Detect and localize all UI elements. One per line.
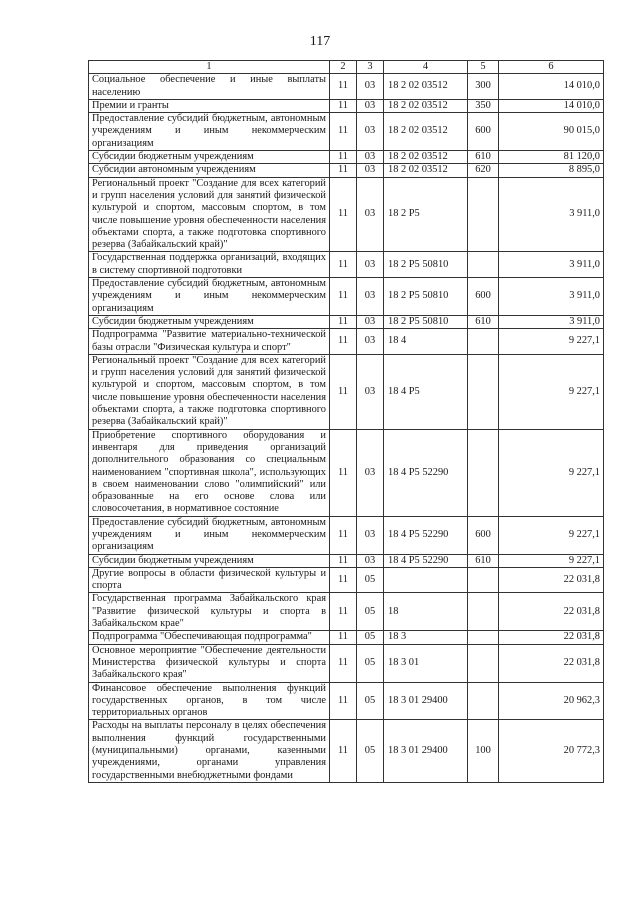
- table-row: [89, 720, 604, 782]
- amount-cell: 9 227,1: [499, 554, 604, 567]
- target-code-cell: 18 2 02 03512: [384, 74, 468, 100]
- target-code-cell: 18 2 P5 50810: [384, 278, 468, 316]
- subsection-cell: 05: [357, 593, 384, 631]
- subsection-cell: 05: [357, 644, 384, 682]
- target-code-cell: 18 3 01: [384, 644, 468, 682]
- target-code-cell: 18 3: [384, 631, 468, 644]
- target-code-cell: 18 4 P5: [384, 354, 468, 429]
- section-cell: 11: [330, 113, 357, 151]
- row-name-cell: Основное мероприятие "Обеспечение деятельности Министерства физической культуры и спорта Забайкальского края": [89, 644, 330, 682]
- expense-type-cell: [468, 567, 499, 593]
- subsection-cell: 05: [357, 567, 384, 593]
- amount-cell: 22 031,8: [499, 567, 604, 593]
- target-code-cell: 18 2 02 03512: [384, 151, 468, 164]
- subsection-cell: 03: [357, 177, 384, 252]
- subsection-cell: 03: [357, 354, 384, 429]
- table-row: [89, 631, 604, 644]
- row-name-cell: Социальное обеспечение и иные выплаты населению: [89, 74, 330, 100]
- section-cell: 11: [330, 516, 357, 554]
- subsection-cell: 03: [357, 252, 384, 278]
- expense-type-cell: 600: [468, 113, 499, 151]
- row-name-cell: Предоставление субсидий бюджетным, автономным учреждениям и иным некоммерческим организациям: [89, 113, 330, 151]
- section-cell: 11: [330, 74, 357, 100]
- section-cell: 11: [330, 567, 357, 593]
- row-name-cell: Субсидии бюджетным учреждениям: [89, 315, 330, 328]
- amount-cell: 3 911,0: [499, 315, 604, 328]
- section-cell: 11: [330, 99, 357, 112]
- section-cell: 11: [330, 631, 357, 644]
- table-row: [89, 99, 604, 112]
- expense-type-cell: [468, 429, 499, 516]
- subsection-cell: 03: [357, 516, 384, 554]
- amount-cell: 9 227,1: [499, 354, 604, 429]
- expense-type-cell: [468, 644, 499, 682]
- section-cell: 11: [330, 720, 357, 782]
- expense-type-cell: 100: [468, 720, 499, 782]
- row-name-cell: Другие вопросы в области физической культуры и спорта: [89, 567, 330, 593]
- section-cell: 11: [330, 682, 357, 720]
- row-name-cell: Расходы на выплаты персоналу в целях обеспечения выполнения функций государственными (муниципальными) органами, казенными учреждениями, органами управления государственными внебюджетными фондами: [89, 720, 330, 782]
- target-code-cell: 18 4: [384, 329, 468, 355]
- row-name-cell: Государственная поддержка организаций, входящих в систему спортивной подготовки: [89, 252, 330, 278]
- expense-type-cell: [468, 329, 499, 355]
- row-name-cell: Государственная программа Забайкальского края "Развитие физической культуры и спорта в Забайкальском крае": [89, 593, 330, 631]
- subsection-cell: 03: [357, 99, 384, 112]
- amount-cell: 22 031,8: [499, 631, 604, 644]
- table-row: [89, 164, 604, 177]
- target-code-cell: 18 2 P5: [384, 177, 468, 252]
- target-code-cell: 18 2 02 03512: [384, 164, 468, 177]
- section-cell: 11: [330, 354, 357, 429]
- page-number: 117: [309, 34, 331, 49]
- subsection-cell: 03: [357, 429, 384, 516]
- table-row: [89, 278, 604, 316]
- section-cell: 11: [330, 278, 357, 316]
- expense-type-cell: 350: [468, 99, 499, 112]
- table-row: [89, 177, 604, 252]
- expense-type-cell: 600: [468, 278, 499, 316]
- expense-type-cell: [468, 354, 499, 429]
- amount-cell: 9 227,1: [499, 516, 604, 554]
- amount-cell: 14 010,0: [499, 99, 604, 112]
- expense-type-cell: [468, 252, 499, 278]
- table-row: [89, 682, 604, 720]
- row-name-cell: Премии и гранты: [89, 99, 330, 112]
- target-code-cell: 18 3 01 29400: [384, 720, 468, 782]
- expense-type-cell: 610: [468, 315, 499, 328]
- row-name-cell: Субсидии автономным учреждениям: [89, 164, 330, 177]
- expense-type-cell: 610: [468, 554, 499, 567]
- table-row: [89, 74, 604, 100]
- table-row: [89, 593, 604, 631]
- subsection-cell: 03: [357, 554, 384, 567]
- subsection-cell: 03: [357, 113, 384, 151]
- target-code-cell: 18 2 02 03512: [384, 99, 468, 112]
- target-code-cell: 18 2 P5 50810: [384, 252, 468, 278]
- expense-type-cell: [468, 177, 499, 252]
- section-cell: 11: [330, 644, 357, 682]
- subsection-cell: 05: [357, 631, 384, 644]
- row-name-cell: Подпрограмма "Развитие материально-технической базы отрасли "Физическая культура и спорт": [89, 329, 330, 355]
- amount-cell: 81 120,0: [499, 151, 604, 164]
- target-code-cell: 18: [384, 593, 468, 631]
- section-cell: 11: [330, 429, 357, 516]
- subsection-cell: 05: [357, 682, 384, 720]
- header-cell: 5: [468, 61, 499, 74]
- target-code-cell: 18 2 P5 50810: [384, 315, 468, 328]
- row-name-cell: Субсидии бюджетным учреждениям: [89, 554, 330, 567]
- amount-cell: 22 031,8: [499, 593, 604, 631]
- row-name-cell: Приобретение спортивного оборудования и инвентаря для приведения организаций дополнительного образования со специальным наименованием "спортивная школа", использующих в своем наименовании слово "олимпийский" или образованные на его основе слова или словосочетания, в нормативное состояние: [89, 429, 330, 516]
- table-row: [89, 516, 604, 554]
- expense-type-cell: 600: [468, 516, 499, 554]
- header-cell: 1: [89, 61, 330, 74]
- row-name-cell: Подпрограмма "Обеспечивающая подпрограмма": [89, 631, 330, 644]
- subsection-cell: 03: [357, 74, 384, 100]
- expense-type-cell: 300: [468, 74, 499, 100]
- section-cell: 11: [330, 554, 357, 567]
- amount-cell: 9 227,1: [499, 429, 604, 516]
- table-header-row: [89, 61, 604, 74]
- section-cell: 11: [330, 593, 357, 631]
- target-code-cell: 18 4 P5 52290: [384, 429, 468, 516]
- table-row: [89, 329, 604, 355]
- table-row: [89, 567, 604, 593]
- subsection-cell: 03: [357, 151, 384, 164]
- target-code-cell: 18 4 P5 52290: [384, 554, 468, 567]
- subsection-cell: 05: [357, 720, 384, 782]
- header-cell: 2: [330, 61, 357, 74]
- amount-cell: 9 227,1: [499, 329, 604, 355]
- amount-cell: 3 911,0: [499, 177, 604, 252]
- section-cell: 11: [330, 315, 357, 328]
- amount-cell: 8 895,0: [499, 164, 604, 177]
- target-code-cell: 18 4 P5 52290: [384, 516, 468, 554]
- subsection-cell: 03: [357, 315, 384, 328]
- amount-cell: 3 911,0: [499, 252, 604, 278]
- row-name-cell: Региональный проект "Создание для всех категорий и групп населения условий для занятий физической культурой и спортом, массовым спортом, в том числе повышение уровня обеспеченности населения объектами спорта, а также подготовка спортивного резерва (Забайкальский край)": [89, 354, 330, 429]
- expense-type-cell: 610: [468, 151, 499, 164]
- amount-cell: 3 911,0: [499, 278, 604, 316]
- expense-type-cell: 620: [468, 164, 499, 177]
- budget-table: [88, 60, 604, 783]
- table-row: [89, 554, 604, 567]
- row-name-cell: Предоставление субсидий бюджетным, автономным учреждениям и иным некоммерческим организациям: [89, 278, 330, 316]
- amount-cell: 20 772,3: [499, 720, 604, 782]
- section-cell: 11: [330, 151, 357, 164]
- amount-cell: 22 031,8: [499, 644, 604, 682]
- expense-type-cell: [468, 593, 499, 631]
- subsection-cell: 03: [357, 164, 384, 177]
- amount-cell: 14 010,0: [499, 74, 604, 100]
- table-row: [89, 252, 604, 278]
- row-name-cell: Субсидии бюджетным учреждениям: [89, 151, 330, 164]
- expense-type-cell: [468, 631, 499, 644]
- expense-type-cell: [468, 682, 499, 720]
- subsection-cell: 03: [357, 278, 384, 316]
- section-cell: 11: [330, 164, 357, 177]
- table-row: [89, 113, 604, 151]
- table-row: [89, 644, 604, 682]
- target-code-cell: 18 2 02 03512: [384, 113, 468, 151]
- row-name-cell: Региональный проект "Создание для всех категорий и групп населения условий для занятий физической культурой и спортом, массовым спортом, в том числе повышение уровня обеспеченности населения объектами спорта, а также подготовка спортивного резерва (Забайкальский край)": [89, 177, 330, 252]
- table-row: [89, 315, 604, 328]
- table-row: [89, 429, 604, 516]
- amount-cell: 20 962,3: [499, 682, 604, 720]
- target-code-cell: [384, 567, 468, 593]
- header-cell: 3: [357, 61, 384, 74]
- target-code-cell: 18 3 01 29400: [384, 682, 468, 720]
- header-cell: 6: [499, 61, 604, 74]
- section-cell: 11: [330, 252, 357, 278]
- amount-cell: 90 015,0: [499, 113, 604, 151]
- section-cell: 11: [330, 177, 357, 252]
- section-cell: 11: [330, 329, 357, 355]
- subsection-cell: 03: [357, 329, 384, 355]
- row-name-cell: Предоставление субсидий бюджетным, автономным учреждениям и иным некоммерческим организациям: [89, 516, 330, 554]
- header-cell: 4: [384, 61, 468, 74]
- row-name-cell: Финансовое обеспечение выполнения функций государственных органов, в том числе территориальных органов: [89, 682, 330, 720]
- table-row: [89, 151, 604, 164]
- table-row: [89, 354, 604, 429]
